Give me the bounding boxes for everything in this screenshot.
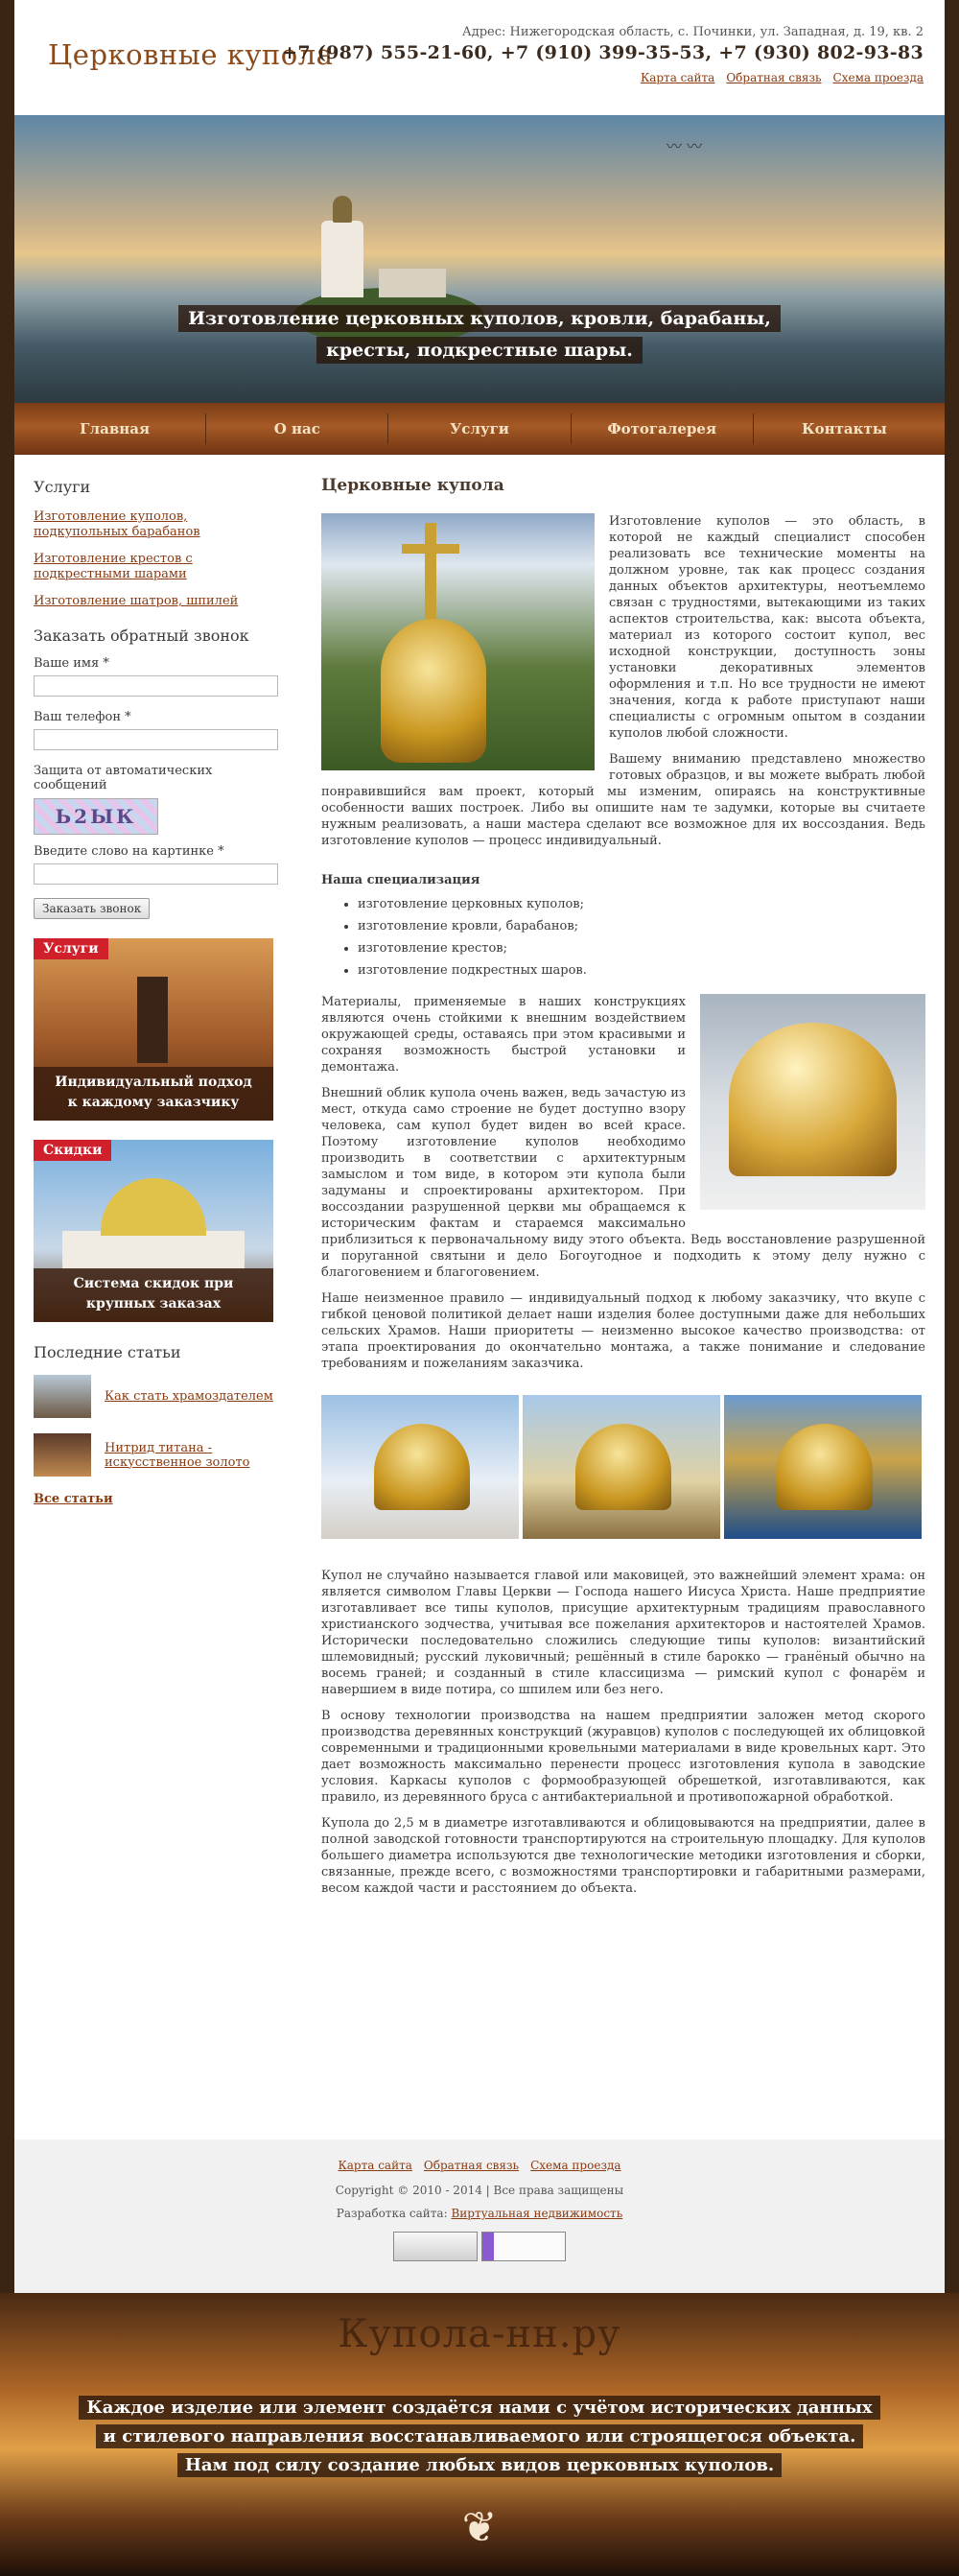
promo-discounts-caption-line1: Система скидок при	[73, 1276, 234, 1291]
site-logo[interactable]: Церковные купола	[48, 38, 334, 71]
footer	[14, 2139, 945, 2293]
copyright: Copyright © 2010 - 2014 | Все права защищены	[335, 2184, 624, 2197]
promo-discounts-caption-line2: крупных заказах	[85, 1296, 222, 1312]
promo-services-caption-line2: к каждому заказчику	[67, 1095, 240, 1110]
photo-gallery	[321, 1395, 925, 1539]
nav-gallery[interactable]: Фотогалерея	[572, 414, 754, 444]
request-call-button[interactable]: Заказать звонок	[34, 898, 150, 919]
article-link[interactable]: Как стать храмоздателем	[105, 1389, 273, 1404]
belfry-image	[137, 977, 168, 1063]
materials-paragraph: Материалы, применяемые в наших конструкциях являются очень стойкими к внешним воздействием окружающей среды, оставаясь при этом красивыми и сохраняя возможность быстрой установки и демонтажа.	[321, 995, 686, 1075]
articles-heading: Последние статьи	[34, 1343, 181, 1361]
page-wrapper	[14, 0, 945, 2293]
article-item	[34, 1433, 283, 1477]
transport-paragraph: Купола до 2,5 м в диаметре изготавливаются и облицовываются на предприятии, далее в полной заводской готовности транспортируются на строительную площадку. Для куполов большего диаметра используются две технологические методики изготовления и сборки, связанные, прежде всего, с возможностями транспортировки и габаритными размерами, весом каждой части и расстоянием до объекта.	[321, 1816, 925, 1896]
appearance-paragraph: Внешний облик купола очень важен, ведь зачастую из мест, откуда само строение не будет доступно взору человека, сам купол будет виден во всей красе. Поэтому изготовление куполов необходимо производить в соответствии с архитектурным замыслом и том виде, в котором эти купола были задуманы и спроектированы архитектором. При воссоздании разрушенной церкви мы обращаемся к историческим фактам и стараемся максимально приблизиться к первоначальному виду этого объекта. Ведь восстановление разрушенной и поруганной святыни и дело Богоугодное и подходить к этому делу нужно с благоговением и благоговением.	[321, 1086, 925, 1280]
promo-services-caption	[34, 1067, 273, 1121]
cross-dome-photo	[321, 513, 595, 770]
phone-label: Ваш телефон *	[34, 710, 131, 724]
bottom-motto-line3: Нам под силу создание любых видов церковных куполов.	[177, 2453, 782, 2477]
specialization-heading: Наша специализация	[321, 873, 480, 887]
page-title: Церковные купола	[321, 476, 504, 495]
developer-credit	[14, 2207, 945, 2220]
banner-house	[379, 269, 446, 297]
gallery-dome-image	[374, 1424, 470, 1510]
list-item: • изготовление крестов;	[358, 940, 925, 957]
captcha-image: Ь2ЫК	[34, 798, 158, 835]
callback-heading: Заказать обратный звонок	[34, 626, 249, 645]
protection-label: Защита от автоматических сообщений	[34, 764, 213, 792]
bottom-banner	[0, 2293, 959, 2576]
promo-services-banner[interactable]	[34, 938, 273, 1121]
footer-sitemap-link[interactable]: Карта сайта	[338, 2159, 412, 2172]
article-thumbnail[interactable]	[34, 1433, 91, 1477]
promo-discounts-tag: Скидки	[34, 1140, 111, 1161]
captcha-input[interactable]	[34, 863, 278, 885]
banner-caption	[14, 303, 945, 366]
specialization-list	[358, 896, 925, 979]
technology-paragraph: В основу технологии производства на нашем предприятии заложен метод скорого производства деревянных конструкций (журавцов) куполов с последующей их облицовкой современными и традиционными кровельными материалами в виде кровельных карт. Это дает возможность максимально перенести процесс изготовления купола в заводские условия. Каркасы куполов с формообразующей обрешеткой, изготавливаются, как правило, из деревянного бруса с антибактериальной и противопожарной обработкой.	[321, 1709, 925, 1805]
directions-link[interactable]: Схема проезда	[832, 71, 924, 84]
gallery-photo[interactable]	[321, 1395, 519, 1539]
article-link[interactable]: Нитрид титана - искусственное золото	[105, 1440, 250, 1470]
gold-dome-image	[729, 1023, 897, 1176]
sitemap-link[interactable]: Карта сайта	[640, 71, 715, 84]
promo-discounts-caption	[34, 1268, 273, 1322]
feedback-link[interactable]: Обратная связь	[726, 71, 822, 84]
bottom-motto-line1: Каждое изделие или элемент создаётся нами с учётом исторических данных	[79, 2396, 879, 2420]
nav-services[interactable]: Услуги	[388, 414, 571, 444]
samples-paragraph: Вашему вниманию представлено множество готовых образцов, и вы можете выбрать любой понравившийся вам проект, который мы изменим, опираясь на конструктивные особенности ваших построек. Либо вы опишите нам те задумки, которые вы считаете нужным реализовать, а наши мастера сделают все возможное для их воссоздания. Ведь изготовление куполов — процесс индивидуальный.	[321, 752, 925, 848]
intro-paragraph: Изготовление куполов — это область, в которой не каждый специалист способен реализовать все технические моменты на должном уровне, так как процесс создания данных объектов архитектуры, неотъемлемо связан с трудностями, вытекающими из таких аспектов строительства, как: высота объекта, материал из которого состоит купол, вес исходной конструкции, доступность зоны установки декоративных элементов оформления и т.п. Но все трудности не имеют значения, когда к работе приступают наши специалисты с огромным опытом в создании куполов любой сложности.	[609, 514, 925, 741]
developer-label: Разработка сайта:	[336, 2207, 448, 2220]
footer-links	[14, 2159, 945, 2172]
sidebar-service-spires[interactable]: Изготовление шатров, шпилей	[34, 594, 239, 608]
name-label: Ваше имя *	[34, 656, 109, 671]
header-phones: +7 (987) 555-21-60, +7 (910) 399-35-53, +7 (930) 802-93-83	[282, 42, 924, 63]
counter-badge[interactable]	[393, 2232, 478, 2261]
services-heading: Услуги	[34, 478, 91, 496]
list-item: • изготовление подкрестных шаров.	[358, 962, 925, 979]
dome-types-paragraph: Купол не случайно называется главой или маковицей, это важнейший элемент храма: он является символом Главы Церкви — Господа нашего Иисуса Христа. Наше предприятие изготавливает все типы куполов, присущие архитектурным традициям православного христианского зодчества, учитывая все пожелания архитекторов и настоятелей Храмов. Исторически последовательно сложились следующие типы куполов: византийский шлемовидный; русский луковичный; решённый в стиле барокко — гранёный обычно на восемь граней; и созданный в стиле классицизма — римский купол с фонарём и навершием в виде потира, со шпилем или без него.	[321, 1569, 925, 1697]
phone-input[interactable]	[34, 729, 278, 750]
sidebar-service-domes[interactable]: Изготовление куполов, подкупольных барабанов	[34, 509, 200, 539]
approach-paragraph: Наше неизменное правило — индивидуальный подход к любому заказчику, что вкупе с гибкой ценовой политикой делает наши изделия более доступными даже для небольших сельских Храмов. Наши приоритеты — неизменно высокое качество производства: от этапа проектирования до окончательно монтажа, а также понимание и следование требованиям и пожеланиям заказчика.	[321, 1291, 925, 1371]
sidebar	[34, 478, 283, 1506]
cathedral-dome-image	[101, 1178, 206, 1236]
winter-dome-photo	[700, 994, 925, 1210]
sidebar-service-crosses[interactable]: Изготовление крестов с подкрестными шарами	[34, 552, 193, 581]
nav-home[interactable]: Главная	[24, 414, 206, 444]
latest-articles	[34, 1343, 283, 1506]
nav-contacts[interactable]: Контакты	[802, 420, 887, 437]
main-content	[321, 478, 925, 1906]
gallery-photo[interactable]	[523, 1395, 720, 1539]
promo-discounts-banner[interactable]	[34, 1140, 273, 1322]
article-thumbnail[interactable]	[34, 1375, 91, 1418]
counters	[14, 2232, 945, 2261]
counter-badge[interactable]	[481, 2232, 566, 2261]
gallery-dome-image	[575, 1424, 671, 1510]
article-item	[34, 1375, 283, 1418]
gallery-dome-image	[777, 1424, 873, 1510]
header-address: Адрес: Нижегородская область, с. Починки, ул. Западная, д. 19, кв. 2	[461, 25, 924, 39]
ornament-icon: ❦	[461, 2503, 498, 2552]
banner-church	[321, 221, 363, 297]
main-nav	[14, 403, 945, 455]
footer-feedback-link[interactable]: Обратная связь	[423, 2159, 520, 2172]
header-links	[641, 71, 924, 84]
banner-caption-line1: Изготовление церковных куполов, кровли, барабаны,	[178, 305, 781, 332]
promo-services-tag: Услуги	[34, 938, 108, 959]
bottom-brand: Купола-нн.ру	[338, 2312, 621, 2356]
bottom-motto-line2: и стилевого направления восстанавливаемого или строящегося объекта.	[96, 2424, 864, 2448]
list-item: • изготовление кровли, барабанов;	[358, 918, 925, 934]
cathedral-base-image	[62, 1231, 245, 1269]
birds-icon: 〰 〰	[667, 137, 703, 155]
footer-directions-link[interactable]: Схема проезда	[530, 2159, 621, 2172]
name-input[interactable]	[34, 675, 278, 697]
hero-banner	[14, 115, 945, 403]
developer-link[interactable]: Виртуальная недвижимость	[451, 2207, 623, 2220]
banner-caption-line2: кресты, подкрестные шары.	[316, 337, 643, 364]
cross-image	[425, 523, 436, 628]
gallery-photo[interactable]	[724, 1395, 922, 1539]
promo-services-caption-line1: Индивидуальный подход	[55, 1075, 252, 1090]
bottom-motto	[0, 2394, 959, 2480]
all-articles-link[interactable]: Все статьи	[34, 1492, 113, 1506]
nav-about[interactable]: О нас	[206, 414, 388, 444]
captcha-label: Введите слово на картинке *	[34, 844, 224, 859]
gold-dome-image	[381, 619, 486, 763]
list-item: • изготовление церковных куполов;	[358, 896, 925, 912]
callback-form	[34, 626, 283, 919]
